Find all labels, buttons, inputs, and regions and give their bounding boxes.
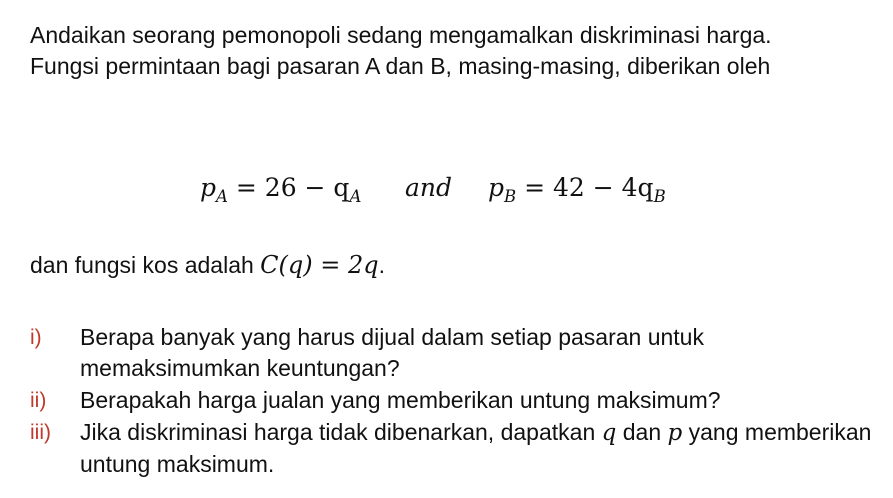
- question-text: Berapakah harga jualan yang memberikan untung maksimum?: [80, 387, 721, 413]
- question-list: [30, 322, 880, 481]
- question-number: ii): [30, 389, 47, 412]
- intro-text: Andaikan seorang pemonopoli sedang mengamalkan diskriminasi harga. Fungsi permintaan bagi pasaran A dan B, masing-masing, diberikan oleh: [30, 22, 772, 79]
- question-text-after: yang memberikan untung maksimum.: [80, 419, 872, 477]
- question-item: [30, 385, 880, 416]
- cost-formula: C(q) = 2q: [260, 251, 379, 279]
- eq-a-rhs-sub: A: [349, 186, 362, 206]
- cost-function-line: [30, 248, 385, 282]
- question-item: [30, 417, 880, 480]
- cost-prefix: dan fungsi kos adalah: [30, 252, 261, 278]
- equation-connector: and: [405, 173, 453, 202]
- eq-b-rhs-sub: B: [653, 186, 666, 206]
- eq-b-lhs: p: [488, 173, 505, 202]
- eq-a-rhs: = 26 − q: [235, 173, 350, 202]
- question-item: [30, 322, 880, 384]
- question-text: [80, 417, 880, 480]
- intro-paragraph: [30, 20, 830, 81]
- eq-a-lhs: p: [200, 173, 217, 202]
- variable-q: q: [601, 420, 617, 446]
- variable-p: p: [667, 420, 683, 446]
- question-text: Berapa banyak yang harus dijual dalam setiap pasaran untuk memaksimumkan keuntungan?: [80, 324, 704, 381]
- eq-b-lhs-sub: B: [504, 186, 517, 206]
- question-number: iii): [30, 421, 51, 444]
- eq-a-lhs-sub: A: [216, 186, 228, 206]
- demand-equation-a: [200, 170, 361, 206]
- question-number: i): [30, 326, 42, 349]
- demand-equation-b: [488, 170, 666, 206]
- cost-suffix: .: [378, 252, 386, 278]
- question-text-before: Jika diskriminasi harga tidak dibenarkan, dapatkan: [80, 419, 602, 445]
- question-text-mid: dan: [616, 419, 668, 445]
- eq-b-rhs: = 42 − 4q: [524, 173, 654, 202]
